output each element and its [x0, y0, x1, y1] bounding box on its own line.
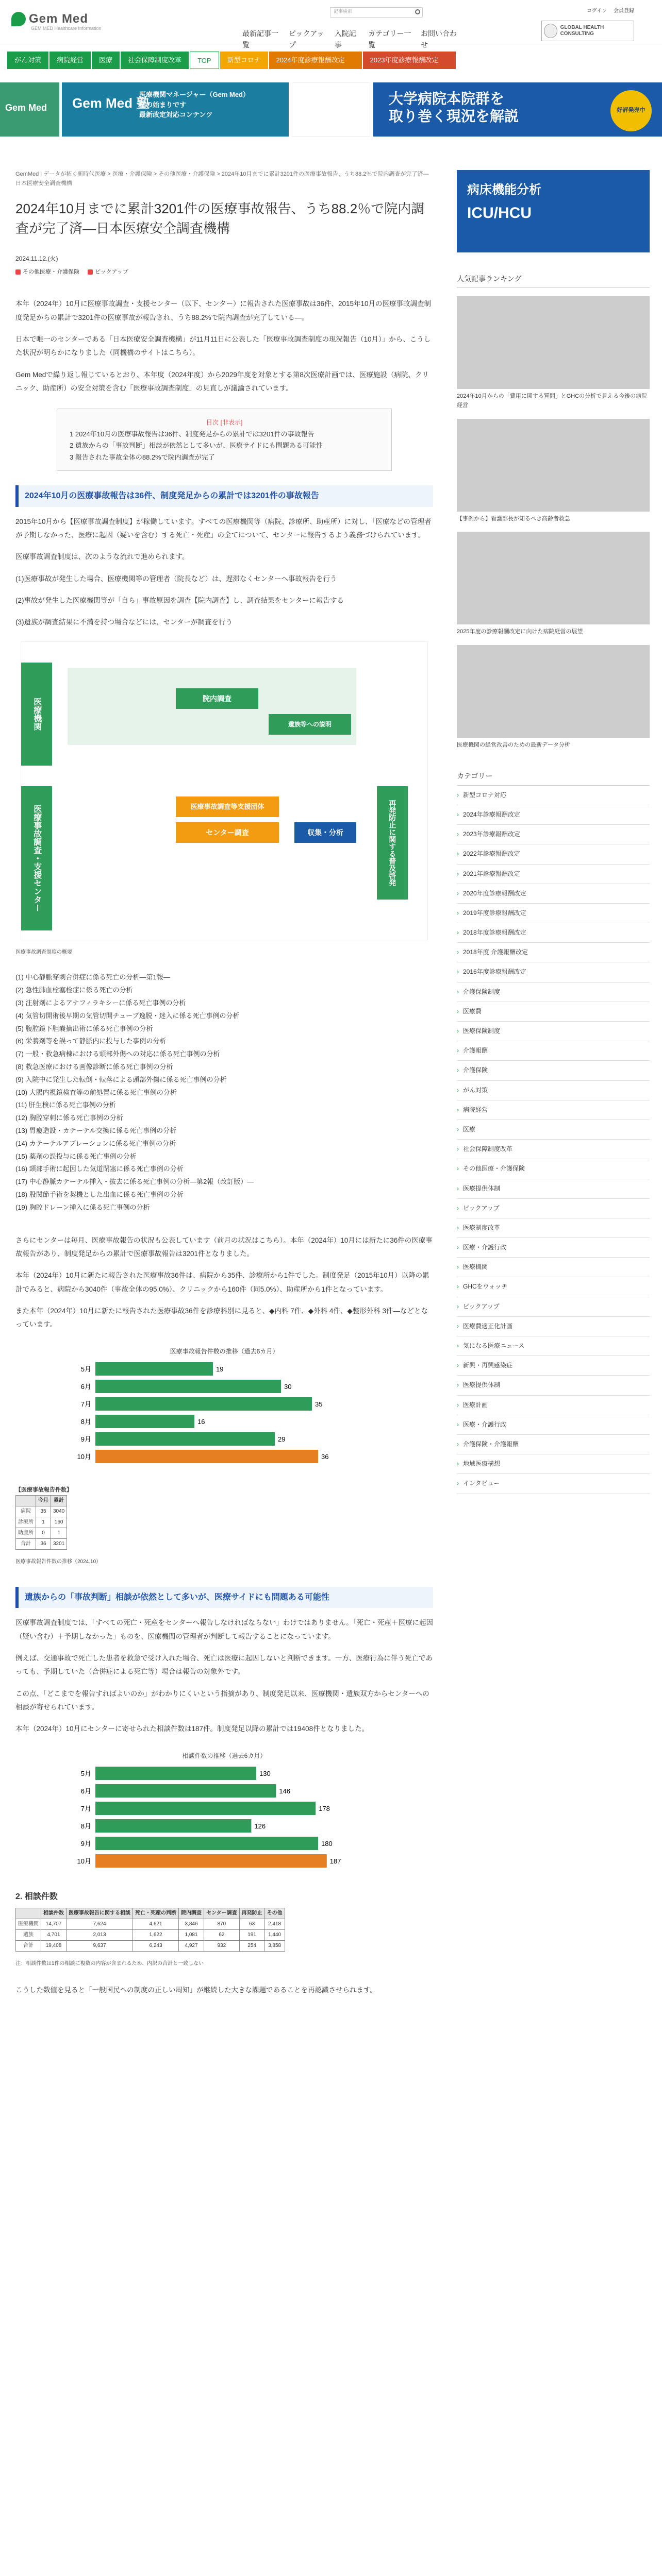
table-header: 死亡・死産の判断	[133, 1908, 179, 1919]
tag-icon	[15, 269, 21, 275]
sidebar-category-item[interactable]: › 新興・再興感染症	[457, 1356, 650, 1376]
table2-note: 注：相談件数は1件の相談に複数の内容が含まれるため、内訳の合計と一致しない	[15, 1960, 204, 1967]
data-label: 30	[284, 1382, 292, 1391]
sidebar-category-item[interactable]: › 医療	[457, 1120, 650, 1140]
list-item[interactable]: (1) 中心静脈穿刺合併症に係る死亡の分析―第1報―	[15, 973, 170, 981]
sidebar-category-item[interactable]: › 介護保険制度	[457, 982, 650, 1002]
sidebar-category-item[interactable]: › 2016年度診療報酬改定	[457, 962, 650, 982]
sidebar-banner[interactable]	[457, 170, 650, 252]
sidebar-category-item[interactable]: › 医療・介護行政	[457, 1238, 650, 1258]
cat-social[interactable]: 社会保障制度改革	[121, 52, 189, 69]
table-cell: 932	[204, 1940, 240, 1951]
table-header: 院内調査	[179, 1908, 204, 1919]
category-list	[457, 786, 650, 1494]
list-item[interactable]: (17) 中心静脈カテーテル挿入・抜去に係る死亡事例の分析―第2報（改訂版）―	[15, 1178, 254, 1186]
sidebar-category-item[interactable]: › 医療費	[457, 1002, 650, 1022]
banner-juku-title: Gem Med 塾	[72, 95, 150, 111]
data-label: 19	[216, 1365, 224, 1373]
table-cell: 7,624	[67, 1919, 133, 1929]
bar	[95, 1362, 213, 1376]
nav-hospital[interactable]: 入院記事	[334, 29, 356, 49]
tick-label: 9月	[80, 1839, 91, 1848]
table-row	[16, 1506, 67, 1517]
logo-mark-icon	[11, 12, 26, 26]
sidebar-category-item[interactable]: › その他医療・介護保険	[457, 1159, 650, 1179]
ghc-logo-icon	[544, 24, 557, 38]
flow-analysis: 収集・分析	[294, 822, 356, 843]
sidebar-banner-sub: ICU/HCU	[467, 205, 532, 222]
category-title: カテゴリー	[457, 770, 650, 785]
logo-subtitle: GEM MED Healthcare Information	[31, 26, 102, 31]
table-cell: 病院	[16, 1506, 36, 1517]
data-label: 35	[315, 1400, 323, 1408]
ranking-item[interactable]: 2025年度の診療報酬改定に向けた病院経営の展望	[457, 532, 650, 637]
data-label: 178	[319, 1804, 330, 1812]
s2-para-4: 本年（2024年）10月にセンターに寄せられた相談件数は187件。制度発足以降の累計では19408件となりました。	[15, 1725, 369, 1733]
chart-caption: 医療事故報告件数の推移（2024.10）	[15, 1558, 102, 1565]
sidebar-category-item[interactable]: › 2018年度 介護報酬改定	[457, 943, 650, 962]
article-date: 2024.11.12.(火)	[15, 255, 58, 262]
bar	[95, 1432, 275, 1446]
table-cell: 医療機関	[16, 1919, 41, 1929]
bar	[95, 1415, 194, 1428]
search-input[interactable]	[330, 7, 423, 18]
sidebar-category-item[interactable]: › 地域医療構想	[457, 1454, 650, 1474]
table-cell: 254	[239, 1940, 264, 1951]
data-label: 29	[278, 1435, 286, 1443]
list-item[interactable]: (14) カテーテルアブレーションに係る死亡事例の分析	[15, 1139, 176, 1147]
table-cell: 1	[36, 1517, 51, 1528]
list-item[interactable]: (7) 一般・救急病棟における頭部外傷への対応に係る死亡事例の分析	[15, 1050, 220, 1058]
article-title: 2024年10月までに累計3201件の医療事故報告、うち88.2％で院内調査が完了済—日本医療安全調査機構	[15, 201, 425, 236]
chart-reports-title: 医療事故報告件数の推移（過去6カ月）	[170, 1348, 279, 1355]
table-cell: 3040	[51, 1506, 67, 1517]
ranking-item[interactable]: 医療機関の経営改善のための最新データ分析	[457, 645, 650, 750]
bar	[95, 1380, 281, 1393]
sidebar-category-item[interactable]: › 気になる医療ニュース	[457, 1336, 650, 1356]
ghc-badge[interactable]	[541, 21, 634, 41]
table-row	[16, 1919, 285, 1929]
consult-table	[15, 1908, 285, 1952]
site-header	[0, 0, 662, 49]
tick-label: 7月	[80, 1400, 91, 1408]
table-cell: 35	[36, 1506, 51, 1517]
banner-univ-title1: 大学病院本院群を	[389, 91, 505, 107]
login-link[interactable]: ログイン	[586, 8, 607, 14]
table-cell: 4,701	[41, 1929, 67, 1940]
sidebar-category-item[interactable]: › 医療提供体制	[457, 1376, 650, 1395]
bar	[95, 1784, 276, 1798]
sidebar-category-item[interactable]: › 医療提供体制	[457, 1179, 650, 1199]
bar	[95, 1802, 316, 1815]
list-item[interactable]: (5) 腹腔鏡下胆嚢摘出術に係る死亡事例の分析	[15, 1024, 153, 1032]
tick-label: 5月	[80, 1365, 91, 1373]
section-heading-1: 2024年10月の医療事故報告は36件、制度発足からの累計では3201件の事故報告	[15, 485, 433, 507]
sidebar-category-item[interactable]: › 2018年度診療報酬改定	[457, 923, 650, 943]
table-cell: 191	[239, 1929, 264, 1940]
search-placeholder: 記事検索	[334, 9, 353, 14]
tick-label: 6月	[80, 1787, 91, 1795]
sidebar-category-item[interactable]: › 介護報酬	[457, 1041, 650, 1061]
s1-para-2: 医療事故調査制度は、次のような流れで進められます。	[15, 553, 189, 561]
sidebar-category-item[interactable]: › 2022年診療報酬改定	[457, 844, 650, 864]
tick-label: 10月	[77, 1452, 91, 1461]
tick-label: 8月	[80, 1822, 91, 1830]
table-cell: 62	[204, 1929, 240, 1940]
table-header: その他	[264, 1908, 285, 1919]
s1-para-5: (3)遺族が調査結果に不満を持つ場合などには、センターが調査を行う	[15, 618, 233, 626]
table-cell: 0	[36, 1528, 51, 1538]
data-label: 36	[321, 1452, 329, 1461]
banner-gemmed[interactable]	[0, 82, 59, 137]
table-row	[16, 1517, 67, 1528]
list-item[interactable]: (3) 注射剤によるアナフィラキシーに係る死亡事例の分析	[15, 999, 186, 1007]
bar	[95, 1819, 251, 1833]
banner-juku-line1: 医療機関マネージャー（Gem Med）	[139, 91, 250, 98]
chart-reports-svg	[64, 1357, 384, 1470]
sidebar-category-item[interactable]: › 2024年診療報酬改定	[457, 805, 650, 825]
table-header	[16, 1908, 41, 1919]
article-main	[15, 170, 433, 1997]
s2-para-1: 医療事故調査制度では、「すべての死亡・死産をセンターへ報告しなければならない」わけではありません。「死亡・死産＋医療に起因（疑い含む）＋予期しなかった」ものを、医療機関の管理者が判断して報告することになっています。	[15, 1619, 433, 1640]
table-cell: 160	[51, 1517, 67, 1528]
sidebar-category-item[interactable]: › 2020年度診療報酬改定	[457, 884, 650, 904]
toc-title: 目次	[206, 419, 219, 427]
table-row	[16, 1929, 285, 1940]
flow-bereaved: 遺族等への説明	[269, 714, 351, 735]
sidebar-category-item[interactable]: › ピックアップ	[457, 1199, 650, 1218]
flow-caption: 医療事故調査制度の概要	[15, 950, 72, 956]
sidebar-category-item[interactable]: › 医療制度改革	[457, 1218, 650, 1238]
table-cell: 1,081	[179, 1929, 204, 1940]
bar	[95, 1767, 256, 1780]
tick-label: 10月	[77, 1857, 91, 1865]
intro-para-1: 本年（2024年）10月に医療事故調査・支援センター（以下、センター）に報告された医療事故は36件、2015年10月の医療事故調査制度発足からの累計で3201件の医療事故が報告され、うち88.2%で院内調査が完了している―。	[15, 300, 432, 321]
table-header: 医療事故報告に関する相談	[67, 1908, 133, 1919]
cat-2023[interactable]: 2023年度診療報酬改定	[363, 52, 456, 69]
toc-item-1[interactable]: 1 2024年10月の医療事故報告は36件、制度発足からの累計では3201件の事故報告	[70, 430, 315, 438]
cat-covid[interactable]: 新型コロナ	[220, 52, 268, 69]
ranking-thumbnail	[457, 419, 650, 512]
data-label: 126	[254, 1822, 266, 1830]
ghc-badge-text: GLOBAL HEALTH CONSULTING	[560, 25, 604, 37]
sidebar-category-item[interactable]: › 医療計画	[457, 1396, 650, 1415]
sidebar	[457, 170, 650, 1494]
list-item[interactable]: (6) 栄養剤等を誤って静脈内に投与した事例の分析	[15, 1037, 167, 1045]
list-item[interactable]: (15) 薬剤の誤投与に係る死亡事例の分析	[15, 1152, 137, 1160]
table-cell: 2,013	[67, 1929, 133, 1940]
table-header: センター調査	[204, 1908, 240, 1919]
chart-consult-svg	[64, 1761, 384, 1875]
banner-gemmed-text: Gem Med	[5, 103, 47, 113]
banner-university[interactable]	[373, 82, 662, 137]
table-cell: 助産所	[16, 1528, 36, 1538]
cat-cancer[interactable]: がん対策	[7, 52, 48, 69]
table-row	[16, 1538, 67, 1549]
table-cell: 870	[204, 1919, 240, 1929]
bar	[95, 1450, 318, 1463]
s2-para-2: 例えば、交通事故で死亡した患者を救急で受け入れた場合、死亡は医療に起因しないと判断できます。一方、医療行為に伴う死亡であっても、予期していた（合併症による死亡等）場合は報告の対象外です。	[15, 1654, 433, 1676]
banner-juku[interactable]	[62, 82, 289, 137]
sidebar-category-item[interactable]: › 2019年度診療報酬改定	[457, 904, 650, 923]
table-header: 今月	[36, 1495, 51, 1506]
sidebar-category-item[interactable]: › 医療費適正化計画	[457, 1317, 650, 1336]
cat-top[interactable]: TOP	[190, 52, 219, 69]
sidebar-category-item[interactable]: › 病院経営	[457, 1100, 650, 1120]
table-cell: 1,440	[264, 1929, 285, 1940]
tag-other-insurance[interactable]: その他医療・介護保険	[15, 268, 79, 277]
tick-label: 7月	[80, 1804, 91, 1812]
list-item[interactable]: (4) 気管切開術後早期の気管切開チューブ逸脱・迷入に係る死亡事例の分析	[15, 1011, 240, 1020]
toc-item-2[interactable]: 2 遺族からの「事故判断」相談が依然として多いが、医療サイドにも問題ある可能性	[70, 442, 323, 450]
s1-para-4: (2)事故が発生した医療機関等が「自ら」事故原因を調査【院内調査】し、調査結果をセンターに報告する	[15, 596, 344, 604]
list-item[interactable]: (11) 肝生検に係る死亡事例の分析	[15, 1101, 116, 1109]
flow-hospital: 医療機関	[21, 663, 52, 766]
bar	[95, 1837, 318, 1850]
list-item[interactable]: (12) 胸腔穿刺に係る死亡事例の分析	[15, 1114, 123, 1122]
table-cell: 3201	[51, 1538, 67, 1549]
sidebar-category-item[interactable]: › インタビュー	[457, 1474, 650, 1494]
ranking-thumbnail	[457, 296, 650, 389]
banner-univ-badge: 好評発売中	[610, 90, 652, 131]
banner-juku-line2: 塾の始まりです	[139, 100, 187, 109]
table-cell: 診療所	[16, 1517, 36, 1528]
data-label: 130	[259, 1769, 271, 1777]
sidebar-category-item[interactable]: › がん対策	[457, 1081, 650, 1100]
sidebar-category-item[interactable]: › ピックアップ	[457, 1297, 650, 1317]
top-nav	[242, 28, 459, 51]
analysis-list	[15, 972, 433, 1213]
register-link[interactable]: 会員登録	[614, 8, 634, 14]
tag-icon	[88, 269, 93, 275]
list-item[interactable]: (2) 急性肺血栓塞栓症に係る死亡の分析	[15, 986, 133, 994]
sidebar-category-item[interactable]: › 介護保険・介護報酬	[457, 1435, 650, 1454]
flow-internal-investigation: 院内調査	[176, 688, 258, 709]
sidebar-category-item[interactable]: › 新型コロナ対応	[457, 786, 650, 805]
data-label: 180	[321, 1839, 333, 1848]
reports-table	[15, 1495, 67, 1550]
breadcrumb[interactable]: GemMed | データが拓く新時代医療 > 医療・介護保険 > その他医療・介護保険 > 2024年10月までに累計3201件の医療事故報告、うち88.2％で院内調査が完了済—日本医療安全調査機構	[15, 171, 429, 187]
table-header: 累計	[51, 1495, 67, 1506]
sidebar-category-item[interactable]: › 2023年診療報酬改定	[457, 825, 650, 844]
tick-label: 6月	[80, 1382, 91, 1391]
chart-reports	[64, 1347, 384, 1473]
table-cell: 4,927	[179, 1940, 204, 1951]
s1-after-3: また本年（2024年）10月に新たに報告された医療事故36件を診療科別に見ると、◆内科 7件、◆外科 4件、◆整形外科 3件―などとなっています。	[15, 1307, 428, 1329]
data-label: 146	[279, 1787, 291, 1795]
table1-title: 【医療事故報告件数】	[15, 1487, 72, 1494]
bar	[95, 1854, 327, 1868]
table2-title: 2. 相談件数	[15, 1892, 58, 1902]
table-cell: 19,408	[41, 1940, 67, 1951]
list-item[interactable]: (16) 頸部手術に起因した気道閉塞に係る死亡事例の分析	[15, 1165, 184, 1173]
last-para: こうした数値を見ると「一般国民への制度の正しい周知」が継続した大きな課題であることを再認識させられます。	[15, 1986, 377, 1994]
data-label: 187	[329, 1857, 341, 1865]
flow-prevention: 再発防止に関する普及啓発	[377, 786, 408, 900]
list-item[interactable]: (19) 胸腔ドレーン挿入に係る死亡事例の分析	[15, 1203, 150, 1211]
flow-diagram	[21, 641, 428, 940]
toc-toggle[interactable]: [非表示]	[220, 419, 243, 427]
intro-para-3: Gem Medで繰り返し報じているとおり、本年度（2024年度）から2029年度を対象とする第8次医療計画では、医療施設（病院、クリニック、助産所）の安全対策を含む「医療事故調査制度」の見直しが議論されています。	[15, 370, 429, 392]
tick-label: 8月	[80, 1417, 91, 1426]
section-heading-2: 遺族からの「事故判断」相談が依然として多いが、医療サイドにも問題ある可能性	[15, 1587, 433, 1608]
logo-text: Gem Med	[29, 12, 89, 26]
intro-para-2: 日本で唯一のセンターである「日本医療安全調査機構」が11月11日に公表した「医療事故調査制度の現況報告（10月）」から、こうした状況が明らかになりました（同機構のサイトはこちら）。	[15, 335, 431, 357]
table-cell: 1,622	[133, 1929, 179, 1940]
table-cell: 36	[36, 1538, 51, 1549]
ranking-thumbnail	[457, 645, 650, 738]
nav-latest[interactable]: 最新記事一覧	[242, 29, 278, 49]
sidebar-category-item[interactable]: › 2021年診療報酬改定	[457, 865, 650, 884]
sidebar-category-item[interactable]: › 医療保険制度	[457, 1022, 650, 1041]
ranking-item[interactable]: 2024年10月からの「費用に関する質問」とGHCの分析で見える今後の病院経営	[457, 296, 650, 410]
sidebar-category-item[interactable]: › 社会保障制度改革	[457, 1140, 650, 1159]
cat-medical[interactable]: 医療	[92, 52, 120, 69]
data-label: 16	[197, 1417, 205, 1426]
table-cell: 4,621	[133, 1919, 179, 1929]
table-cell: 遺族	[16, 1929, 41, 1940]
banner-row	[0, 82, 662, 137]
table-cell: 9,637	[67, 1940, 133, 1951]
chart-consult-title: 相談件数の推移（過去6カ月）	[182, 1752, 267, 1760]
tick-label: 9月	[80, 1435, 91, 1443]
sidebar-category-item[interactable]: › 医療・介護行政	[457, 1415, 650, 1435]
sidebar-category-item[interactable]: › 介護保険	[457, 1061, 650, 1080]
table-header	[16, 1495, 36, 1506]
s2-para-3: この点、「どこまでを報告すればよいのか」がわかりにくいという指摘があり、制度発足以来、医療機関・遺族双方からセンターへの相談が寄せられています。	[15, 1689, 429, 1711]
table-cell: 2,418	[264, 1919, 285, 1929]
list-item[interactable]: (18) 股関節手術を契機とした出血に係る死亡事例の分析	[15, 1191, 184, 1199]
tick-label: 5月	[80, 1769, 91, 1777]
nav-categories[interactable]: カテゴリー一覧	[368, 29, 411, 49]
sidebar-banner-title: 病床機能分析	[467, 183, 541, 197]
sidebar-category-item[interactable]: › GHCをウォッチ	[457, 1277, 650, 1297]
banner-blank[interactable]	[292, 82, 370, 137]
nav-contact[interactable]: お問い合わせ	[420, 29, 457, 49]
list-item[interactable]: (8) 救急医療における画像診断に係る死亡事例の分析	[15, 1063, 173, 1071]
toc-item-3[interactable]: 3 報告された事故全体の88.2%で院内調査が完了	[70, 453, 215, 462]
table-of-contents	[57, 409, 392, 471]
cat-2024[interactable]: 2024年度診療報酬改定	[269, 52, 362, 69]
banner-juku-line3: 最新改定対応コンテンツ	[139, 111, 213, 118]
table-cell: 合計	[16, 1940, 41, 1951]
table-cell: 6,243	[133, 1940, 179, 1951]
ranking-title: 人気記事ランキング	[457, 273, 650, 288]
flow-center: 医療事故調査・支援センター	[21, 786, 52, 930]
s1-para-1: 2015年10月から【医療事故調査制度】が稼働しています。すべての医療機関等（病院、診療所、助産所）に対し、「医療などの管理者が予期しなかった、医療に起因（疑いを含む）する死亡・死産」の全てについて、センターに報告するよう義務づけられています。	[15, 517, 432, 539]
nav-pickup[interactable]: ピックアップ	[289, 29, 324, 49]
banner-univ-title2: 取り巻く現況を解説	[389, 108, 519, 124]
table-cell: 1	[51, 1528, 67, 1538]
bar	[95, 1397, 312, 1411]
cat-hospital[interactable]: 病院経営	[49, 52, 91, 69]
search-icon[interactable]	[415, 9, 420, 14]
table-row	[16, 1528, 67, 1538]
flow-support-org: 医療事故調査等支援団体	[176, 796, 279, 817]
table-header: 相談件数	[41, 1908, 67, 1919]
tag-pickup[interactable]: ピックアップ	[88, 268, 128, 277]
s1-after-1: さらにセンターは毎月、医療事故報告の状況も公表しています（前月の状況はこちら）。本年（2024年）10月には新たに36件の医療事故報告があり、制度発足からの累計で医療事故報告は3201件となりました。	[15, 1236, 433, 1258]
flow-center-investigation: センター調査	[176, 822, 279, 843]
table-header: 再発防止	[239, 1908, 264, 1919]
category-nav	[0, 52, 662, 69]
sidebar-category-item[interactable]: › 医療機関	[457, 1258, 650, 1277]
list-item[interactable]: (13) 胃瘻造設・カテーテル交換に係る死亡事例の分析	[15, 1127, 177, 1135]
list-item[interactable]: (9) 入院中に発生した転倒・転落による頭部外傷に係る死亡事例の分析	[15, 1075, 227, 1083]
chart-consultations	[64, 1751, 384, 1878]
table-row	[16, 1940, 285, 1951]
s1-after-2: 本年（2024年）10月に新たに報告された医療事故36件は、病院から35件、診療所から1件でした。制度発足（2015年10月）以降の累計でみると、病院から3040件（事故全体の95.0%）、クリニックから160件（同5.0%）、助産所から1件となっています。	[15, 1272, 429, 1293]
ranking-thumbnail	[457, 532, 650, 624]
table-cell: 3,846	[179, 1919, 204, 1929]
table-cell: 63	[239, 1919, 264, 1929]
ranking-item[interactable]: 【事例から】看護部長が知るべき高齢者救急	[457, 419, 650, 524]
table-cell: 3,858	[264, 1940, 285, 1951]
s1-para-3: (1)医療事故が発生した場合、医療機関等の管理者（院長など）は、遅滞なくセンターへ事故報告を行う	[15, 574, 337, 583]
list-item[interactable]: (10) 大腸内視鏡検査等の前処置に係る死亡事例の分析	[15, 1088, 177, 1096]
table-cell: 合計	[16, 1538, 36, 1549]
table-cell: 14,707	[41, 1919, 67, 1929]
